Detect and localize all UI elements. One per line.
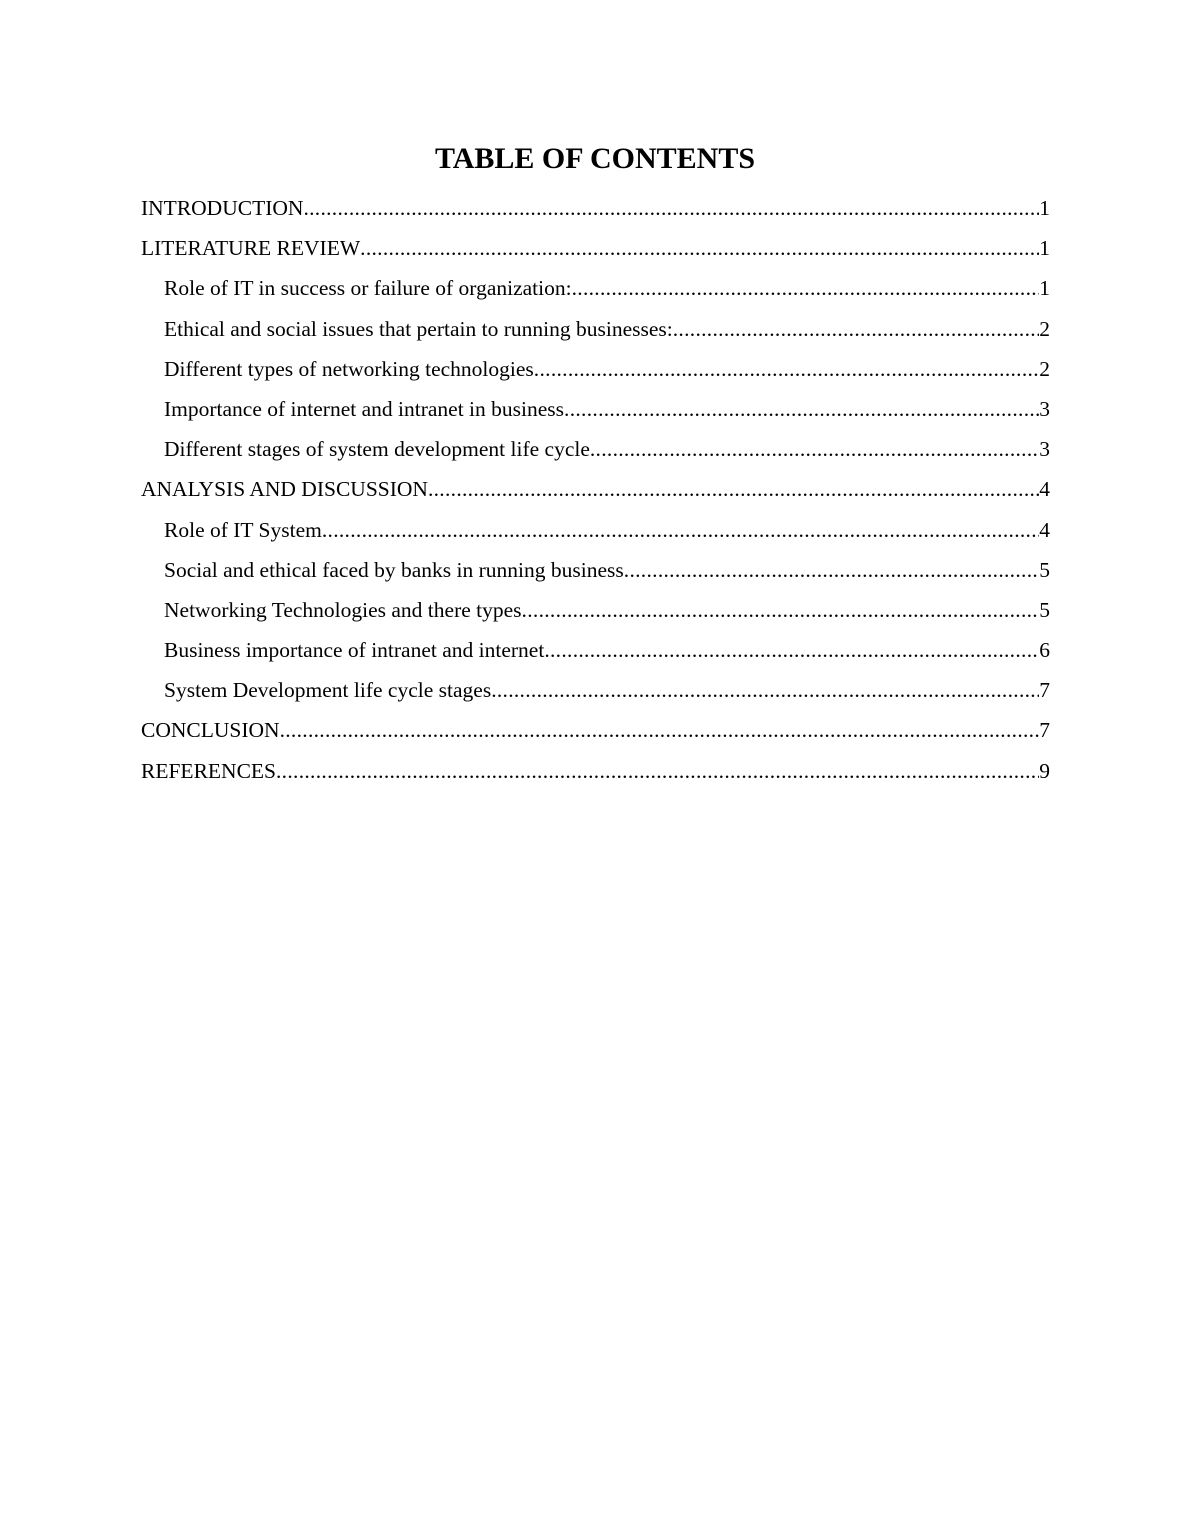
toc-page-number: 3 <box>1039 437 1050 462</box>
toc-page-number: 2 <box>1039 356 1050 381</box>
toc-dot-leader <box>564 393 1039 425</box>
toc-page-number: 4 <box>1039 517 1050 542</box>
toc-dot-leader <box>491 674 1039 706</box>
toc-page-number: 5 <box>1039 597 1050 622</box>
toc-page-number: 5 <box>1039 557 1050 582</box>
toc-page-number: 1 <box>1039 236 1050 261</box>
toc-dot-leader <box>360 232 1039 264</box>
toc-entry[interactable] <box>141 313 1050 353</box>
toc-entry[interactable] <box>141 353 1050 393</box>
toc-page-number: 3 <box>1039 396 1050 421</box>
toc-entry-text: Social and ethical faced by banks in running business <box>164 557 624 582</box>
toc-page-number: 7 <box>1039 718 1050 743</box>
toc-entry-text: System Development life cycle stages <box>164 678 492 703</box>
toc-entry-text: LITERATURE REVIEW <box>141 236 361 261</box>
toc-entry-text: Different types of networking technologies <box>164 356 534 381</box>
toc-dot-leader <box>534 353 1039 385</box>
toc-dot-leader <box>276 755 1039 787</box>
toc-entry[interactable] <box>141 554 1050 594</box>
toc-page-number: 1 <box>1039 196 1050 220</box>
toc-entry-text: Networking Technologies and there types <box>164 597 522 622</box>
toc-page-number: 1 <box>1039 276 1050 301</box>
toc-list <box>141 192 1050 795</box>
toc-entry-text: INTRODUCTION <box>141 196 304 220</box>
toc-entry[interactable] <box>141 433 1050 473</box>
toc-page-number: 6 <box>1039 638 1050 663</box>
toc-entry[interactable] <box>141 514 1050 554</box>
toc-dot-leader <box>280 714 1040 746</box>
toc-entry-text: Different stages of system development life cycle <box>164 437 590 462</box>
toc-dot-leader <box>303 192 1039 224</box>
toc-dot-leader <box>322 514 1039 546</box>
toc-entry[interactable] <box>141 473 1050 513</box>
toc-entry-text: Importance of internet and intranet in business <box>164 396 565 421</box>
toc-entry-text: ANALYSIS AND DISCUSSION <box>141 477 428 502</box>
toc-dot-leader <box>572 272 1040 304</box>
toc-page-number: 9 <box>1039 758 1050 783</box>
toc-entry-text: Ethical and social issues that pertain to running businesses: <box>164 316 673 341</box>
toc-page-number: 2 <box>1039 316 1050 341</box>
toc-dot-leader <box>624 554 1039 586</box>
toc-dot-leader <box>544 634 1039 666</box>
toc-entry[interactable] <box>141 755 1050 795</box>
toc-entry-text: Role of IT in success or failure of organization: <box>164 276 572 301</box>
toc-entry[interactable] <box>141 192 1050 232</box>
toc-dot-leader <box>428 473 1039 505</box>
toc-entry-text: REFERENCES <box>141 758 276 783</box>
toc-entry[interactable] <box>141 714 1050 754</box>
toc-entry[interactable] <box>141 674 1050 714</box>
toc-dot-leader <box>673 313 1040 345</box>
toc-entry[interactable] <box>141 272 1050 312</box>
toc-entry[interactable] <box>141 232 1050 272</box>
toc-page-number: 7 <box>1039 678 1050 703</box>
toc-title: TABLE OF CONTENTS <box>434 142 756 175</box>
toc-entry[interactable] <box>141 594 1050 634</box>
toc-entry[interactable] <box>141 634 1050 674</box>
toc-page-number: 4 <box>1039 477 1050 502</box>
toc-dot-leader <box>522 594 1040 626</box>
toc-entry-text: Role of IT System <box>164 517 322 542</box>
toc-entry[interactable] <box>141 393 1050 433</box>
toc-entry-text: Business importance of intranet and internet <box>164 638 545 663</box>
toc-dot-leader <box>590 433 1039 465</box>
toc-entry-text: CONCLUSION <box>141 718 280 743</box>
